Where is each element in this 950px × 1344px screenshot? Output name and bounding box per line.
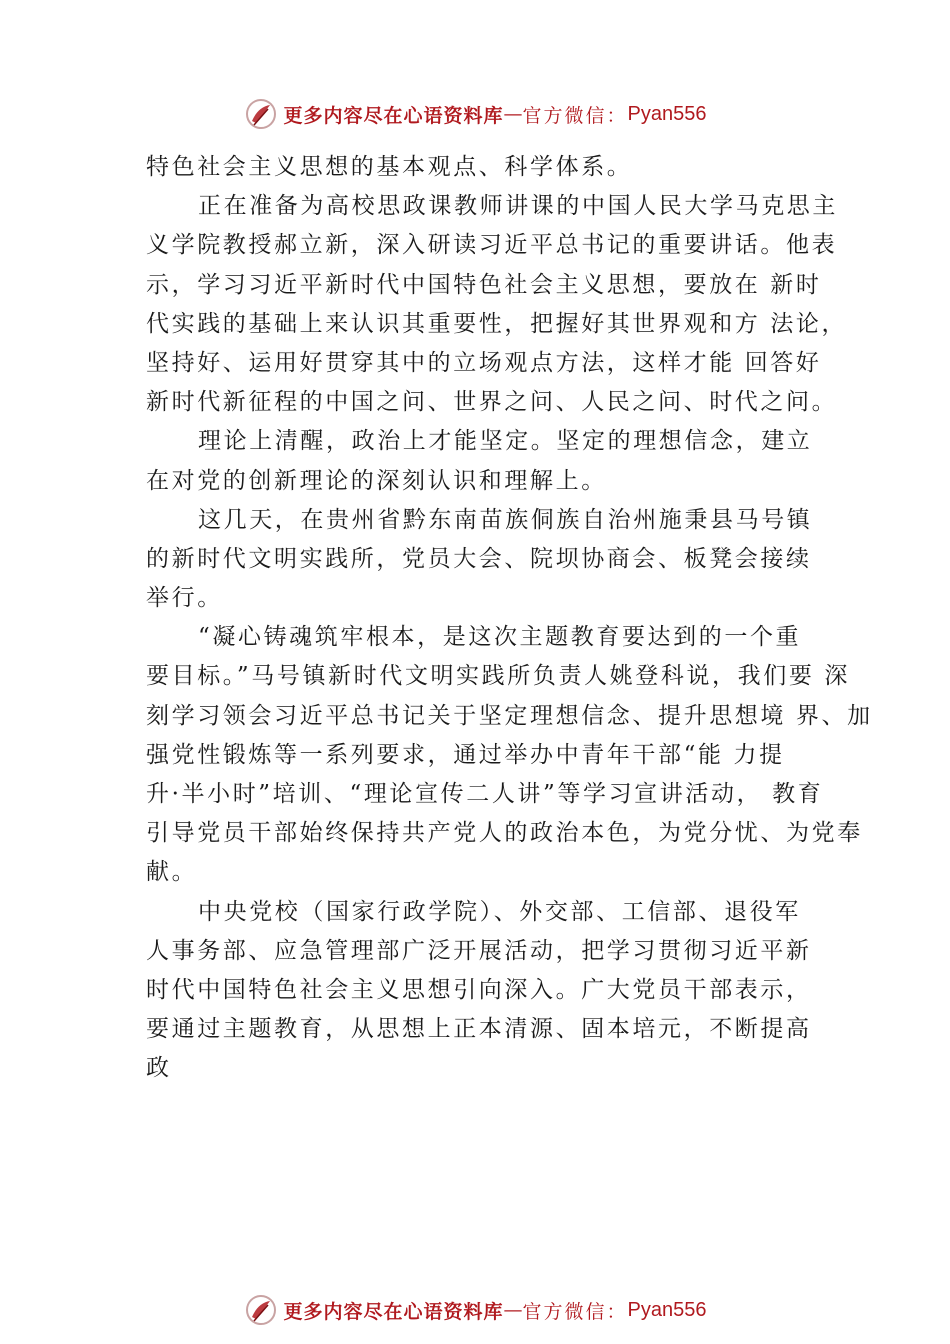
logo-icon [244,97,278,131]
text-line: 要通过主题教育，从思想上正本清源、固本培元，不断提高 [146,1016,812,1043]
text-line: 新时代新征程的中国之问、世界之问、人民之问、时代之问。 [146,389,838,416]
text-line: “凝心铸魂筑牢根本，是这次主题教育要达到的一个重 [198,624,802,651]
document-body [146,148,873,1089]
text-line: 理论上清醒，政治上才能坚定。坚定的理想信念，建立 [198,428,813,455]
text-line: 时代中国特色社会主义思想引向深入。广大党员干部表示， [146,976,812,1003]
logo-icon [244,1293,278,1327]
banner-dash: — [503,103,523,125]
text-line: 升·半小时”培训、“理论宣传二人讲”等学习宣讲活动， 教育 [146,781,824,807]
text-line: 献。 [146,859,198,886]
banner-wechat-id: Pyan556 [627,102,707,125]
text-line: 引导党员干部始终保持共产党人的政治本色，为党分忧、为党奉 [146,820,863,847]
banner-main-text: 更多内容尽在心语资料库 [283,1300,504,1323]
text-line: 在对党的创新理论的深刻认识和理解上。 [146,467,607,494]
text-line: 强党性锻炼等一系列要求，通过举办中青年干部“能 力提 [146,741,785,768]
text-line: 的新时代文明实践所，党员大会、院坝协商会、板凳会接续 [146,545,812,572]
text-line: 人事务部、应急管理部广泛开展活动，把学习贯彻习近平新 [146,937,812,964]
text-line: 这几天，在贵州省黔东南苗族侗族自治州施秉县马号镇 [198,506,813,533]
footer-watermark-banner [0,1290,950,1330]
text-line: 示，学习习近平新时代中国特色社会主义思想，要放在 新时 [146,271,822,298]
text-line: 代实践的基础上来认识其重要性，把握好其世界观和方 法论， [146,310,848,337]
banner-sub-text: 官方微信： [522,104,628,127]
text-line: 正在准备为高校思政课教师讲课的中国人民大学马克思主 [198,193,838,220]
text-line: 举行。 [146,585,223,612]
text-line: 政 [146,1055,172,1082]
text-line: 要目标。”马号镇新时代文明实践所负责人姚登科说，我们要 深 [146,663,850,690]
text-line: 刻学习领会习近平总书记关于坚定理想信念、提升思想境 界、加 [146,702,873,729]
header-watermark-banner [0,94,950,134]
banner-main-text: 更多内容尽在心语资料库 [283,104,504,127]
banner-dash: — [503,1299,523,1321]
text-line: 特色社会主义思想的基本观点、科学体系。 [146,154,633,180]
text-line: 坚持好、运用好贯穿其中的立场观点方法，这样才能 回答好 [146,349,822,376]
text-line: 中央党校（国家行政学院）、外交部、工信部、退役军 [198,898,801,925]
banner-wechat-id: Pyan556 [627,1298,707,1321]
banner-sub-text: 官方微信： [522,1300,628,1323]
text-line: 义学院教授郝立新，深入研读习近平总书记的重要讲话。他表 [146,232,838,259]
